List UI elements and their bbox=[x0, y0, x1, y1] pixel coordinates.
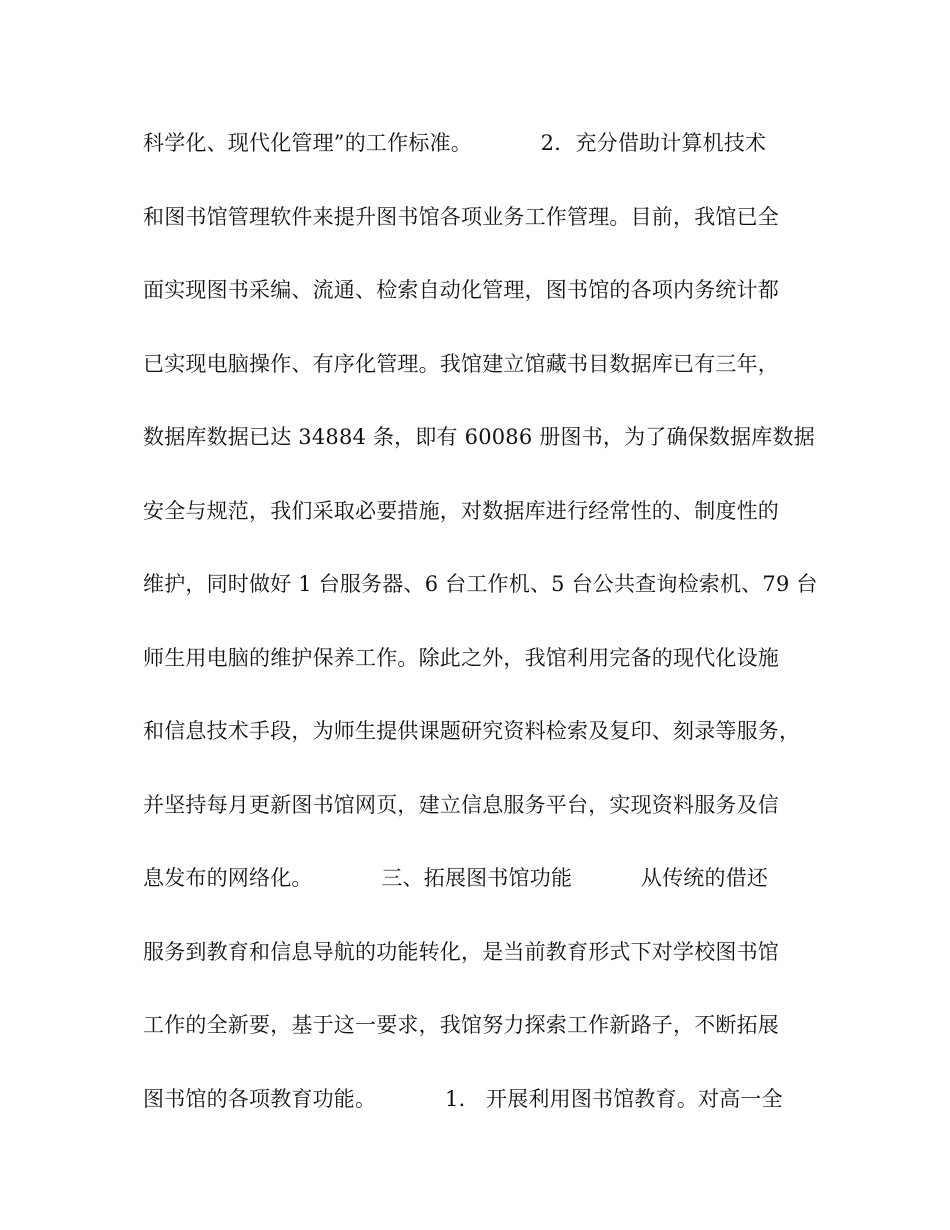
text-line: 面实现图书采编、流通、检索自动化管理，图书馆的各项内务统计都 bbox=[143, 278, 779, 302]
text-line: 已实现电脑操作、有序化管理。我馆建立馆藏书目数据库已有三年， bbox=[143, 351, 779, 376]
text-line: 师生用电脑的维护保养工作。除此之外，我馆利用完备的现代化设施 bbox=[143, 645, 779, 670]
text-line: 安全与规范，我们采取必要措施，对数据库进行经常性的、制度性的 bbox=[143, 498, 779, 523]
text-line: 服务到教育和信息导航的功能转化，是当前教育形式下对学校图书馆 bbox=[143, 939, 779, 964]
text-line: 和图书馆管理软件来提升图书馆各项业务工作管理。目前，我馆已全 bbox=[143, 204, 779, 229]
text-line: 工作的全新要，基于这一要求，我馆努力探索工作新路子，不断拓展 bbox=[143, 1013, 779, 1037]
body-text bbox=[143, 118, 823, 1147]
text-line: 和信息技术手段，为师生提供课题研究资料检索及复印、刻录等服务， bbox=[143, 719, 801, 743]
text-line: 维护，同时做好 1 台服务器、6 台工作机、5 台公共查询检索机、79 台 bbox=[143, 572, 818, 596]
text-line: 并坚持每月更新图书馆网页，建立信息服务平台，实现资料服务及信 bbox=[143, 792, 779, 817]
text-line: 数据库数据已达 34884 条，即有 60086 册图书，为了确保数据库数据 bbox=[143, 425, 815, 449]
text-line: 科学化、现代化管理”的工作标准。 2．充分借助计算机技术 bbox=[143, 131, 767, 155]
text-line: 图书馆的各项教育功能。 1. 开展利用图书馆教育。对高一全 bbox=[143, 1086, 783, 1111]
text-line: 息发布的网络化。 三、拓展图书馆功能 从传统的借还 bbox=[143, 866, 769, 890]
